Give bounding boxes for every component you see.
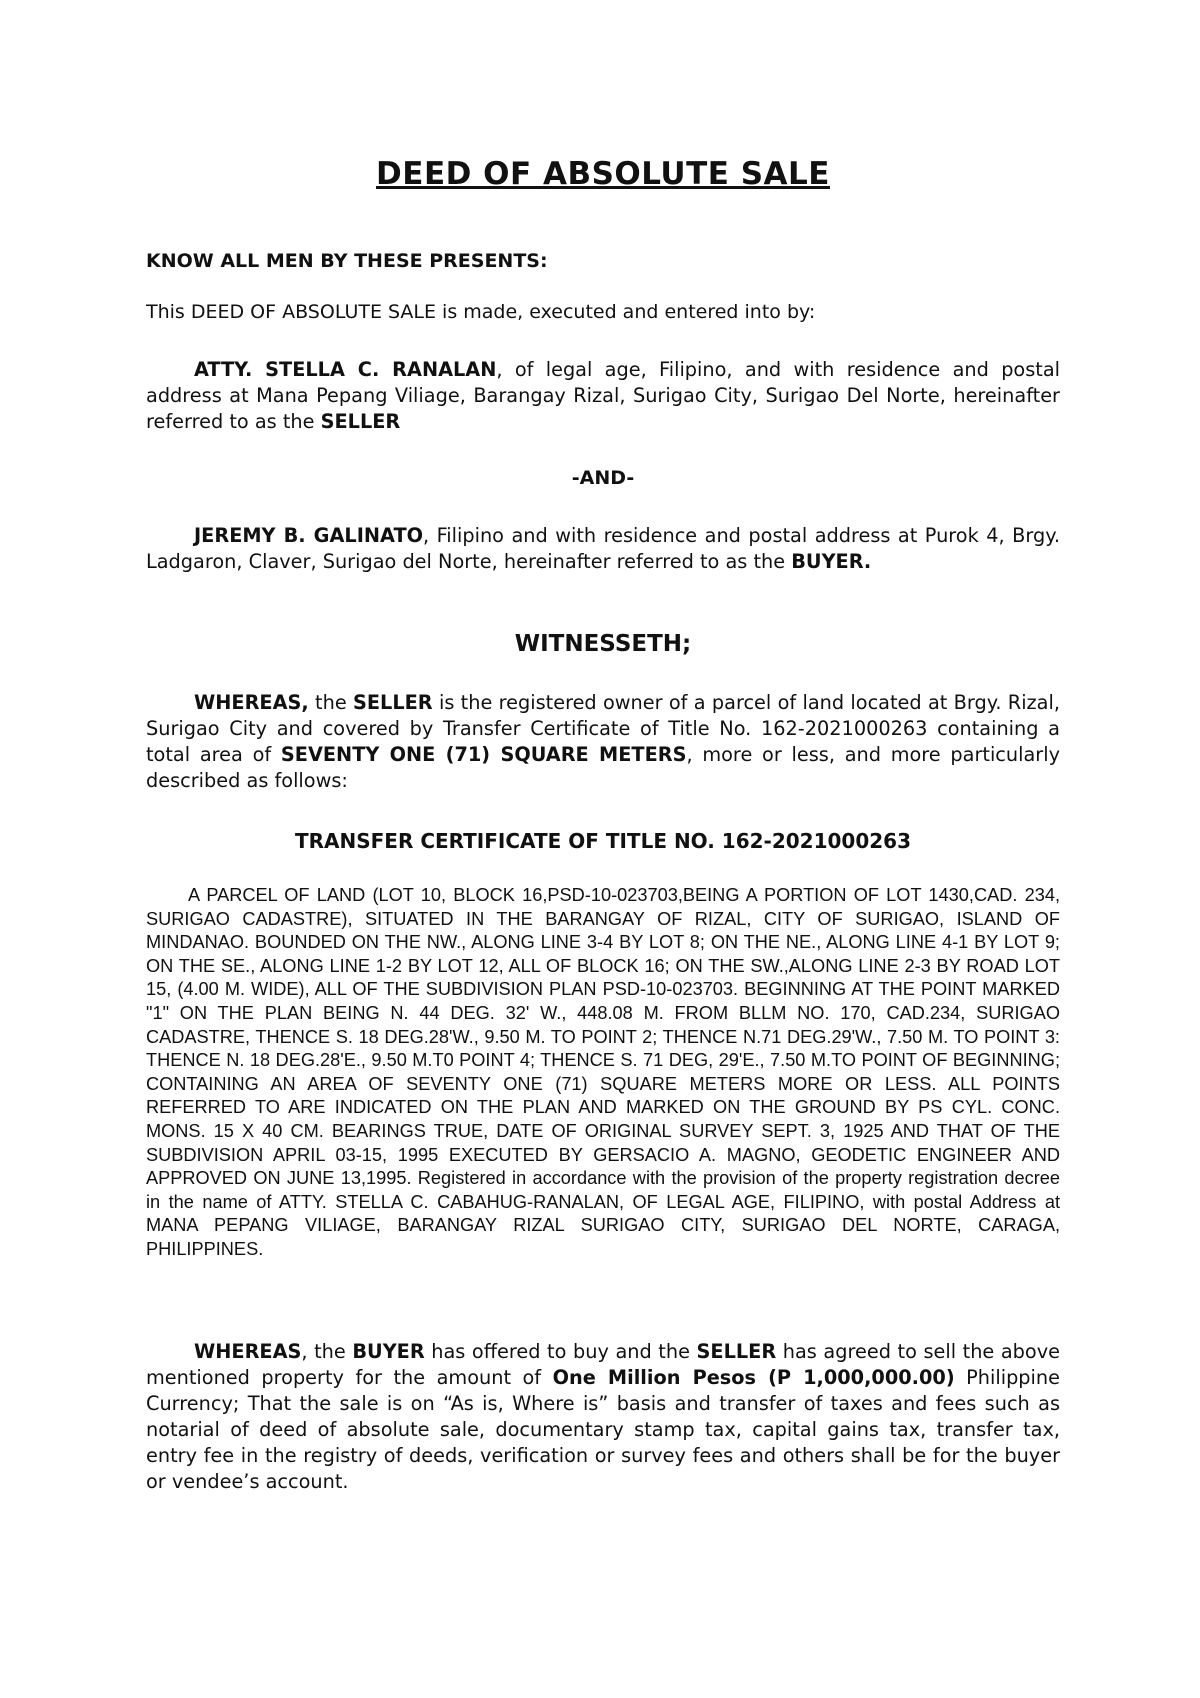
- whereas-paragraph-1: [146, 690, 1060, 794]
- seller-paragraph: [146, 357, 1060, 435]
- whereas-2-text-a: , the: [301, 1340, 353, 1363]
- whereas-2-text-c: has agreed to sell the above mentioned property for the amount of: [146, 1340, 1060, 1389]
- buyer-details: , Filipino and with residence and postal address at Purok 4, Brgy. Ladgaron, Claver, Surigao del Norte, hereinafter referred to as the: [146, 524, 1060, 573]
- whereas-2-seller: SELLER: [696, 1340, 777, 1363]
- buyer-name: JEREMY B. GALINATO: [194, 524, 423, 547]
- whereas-1-text-b: is the registered owner of a parcel of land located at Brgy. Rizal, Surigao City and covered by Transfer Certificate of Title No. 162-2021000263 containing a total area of: [146, 691, 1060, 766]
- whereas-2-text-b: has offered to buy and the: [424, 1340, 697, 1363]
- whereas-paragraph-2: [146, 1339, 1060, 1495]
- intro-line: This DEED OF ABSOLUTE SALE is made, executed and entered into by:: [146, 301, 816, 323]
- whereas-1-keyword: WHEREAS,: [194, 691, 309, 714]
- tct-heading: TRANSFER CERTIFICATE OF TITLE NO. 162-2021000263: [294, 829, 912, 853]
- buyer-paragraph: [146, 523, 1060, 575]
- whereas-2-buyer: BUYER: [352, 1340, 425, 1363]
- tct-technical-description: A PARCEL OF LAND (LOT 10, BLOCK 16,PSD-10-023703,BEING A PORTION OF LOT 1430,CAD. 234, SURIGAO CADASTRE), SITUATED IN THE BARANGAY OF RIZAL, CITY OF SURIGAO, ISLAND OF MINDANAO. BOUNDED ON THE NW., ALONG LINE 3-4 BY LOT 8; ON THE NE., ALONG LINE 4-1 BY LOT 9; ON THE SE., ALONG LINE 1-2 BY LOT 12, ALL OF BLOCK 16; ON THE SW.,ALONG LINE 2-3 BY ROAD LOT 15, (4.00 M. WIDE), ALL OF THE SUBDIVISION PLAN PSD-10-023703. BEGINNING AT THE POINT MARKED "1" ON THE PLAN BEING N. 44 DEG. 32' W., 448.08 M. FROM BLLM NO. 170, CAD.234, SURIGAO CADASTRE, THENCE S. 18 DEG.28'W., 9.50 M. TO POINT 2; THENCE N.71 DEG.29'W., 7.50 M. TO POINT 3: THENCE N. 18 DEG.28'E., 9.50 M.T0 POINT 4; THENCE S. 71 DEG, 29'E., 7.50 M.TO POINT OF BEGINNING; CONTAINING AN AREA OF SEVENTY ONE (71) SQUARE METERS MORE OR LESS. ALL POINTS REFERRED TO ARE INDICATED ON THE PLAN AND MARKED ON THE GROUND BY PS CYL. CONC. MONS. 15 X 40 CM. BEARINGS TRUE, DATE OF ORIGINAL SURVEY SEPT. 3, 1925 AND THAT OF THE SUBDIVISION APRIL 03-15, 1995 EXECUTED BY GERSACIO A. MAGNO, GEODETIC ENGINEER AND APPROVED ON JUNE 13,1995. Registered in accordance with the provision of the property registration decree in the name of ATTY. STELLA C. CABAHUG-RANALAN, OF LEGAL AGE, FILIPINO, with postal Address at MANA PEPANG VILIAGE, BARANGAY RIZAL SURIGAO CITY, SURIGAO DEL NORTE, CARAGA, PHILIPPINES.: [146, 885, 1060, 1259]
- seller-name: ATTY. STELLA C. RANALAN: [194, 358, 497, 381]
- whereas-1-area: SEVENTY ONE (71) SQUARE METERS: [280, 743, 687, 766]
- witnesseth-heading: WITNESSETH;: [514, 631, 692, 657]
- whereas-2-text-d: Philippine Currency; That the sale is on “As is, Where is” basis and transfer of taxes and fees such as notarial of deed of absolute sale, documentary stamp tax, capital gains tax, transfer tax, entry fee in the registry of deeds, verification or survey fees and others shall be for the buyer or vendee’s account.: [146, 1366, 1060, 1493]
- whereas-2-keyword: WHEREAS: [194, 1340, 302, 1363]
- whereas-1-seller: SELLER: [353, 691, 433, 714]
- seller-role: SELLER: [320, 410, 401, 433]
- seller-details: , of legal age, Filipino, and with residence and postal address at Mana Pepang Viliage, Barangay Rizal, Surigao City, Surigao Del Norte, hereinafter referred to as the: [146, 358, 1061, 433]
- and-separator: -AND-: [571, 467, 635, 489]
- whereas-2-amount: One Million Pesos (P 1,000,000.00): [552, 1366, 955, 1389]
- whereas-1-text-a: the: [308, 691, 353, 714]
- whereas-1-text-c: , more or less, and more particularly described as follows:: [146, 743, 1060, 792]
- know-all-men-heading: KNOW ALL MEN BY THESE PRESENTS:: [146, 250, 548, 272]
- buyer-role: BUYER.: [791, 550, 872, 573]
- document-title: DEED OF ABSOLUTE SALE: [376, 156, 830, 192]
